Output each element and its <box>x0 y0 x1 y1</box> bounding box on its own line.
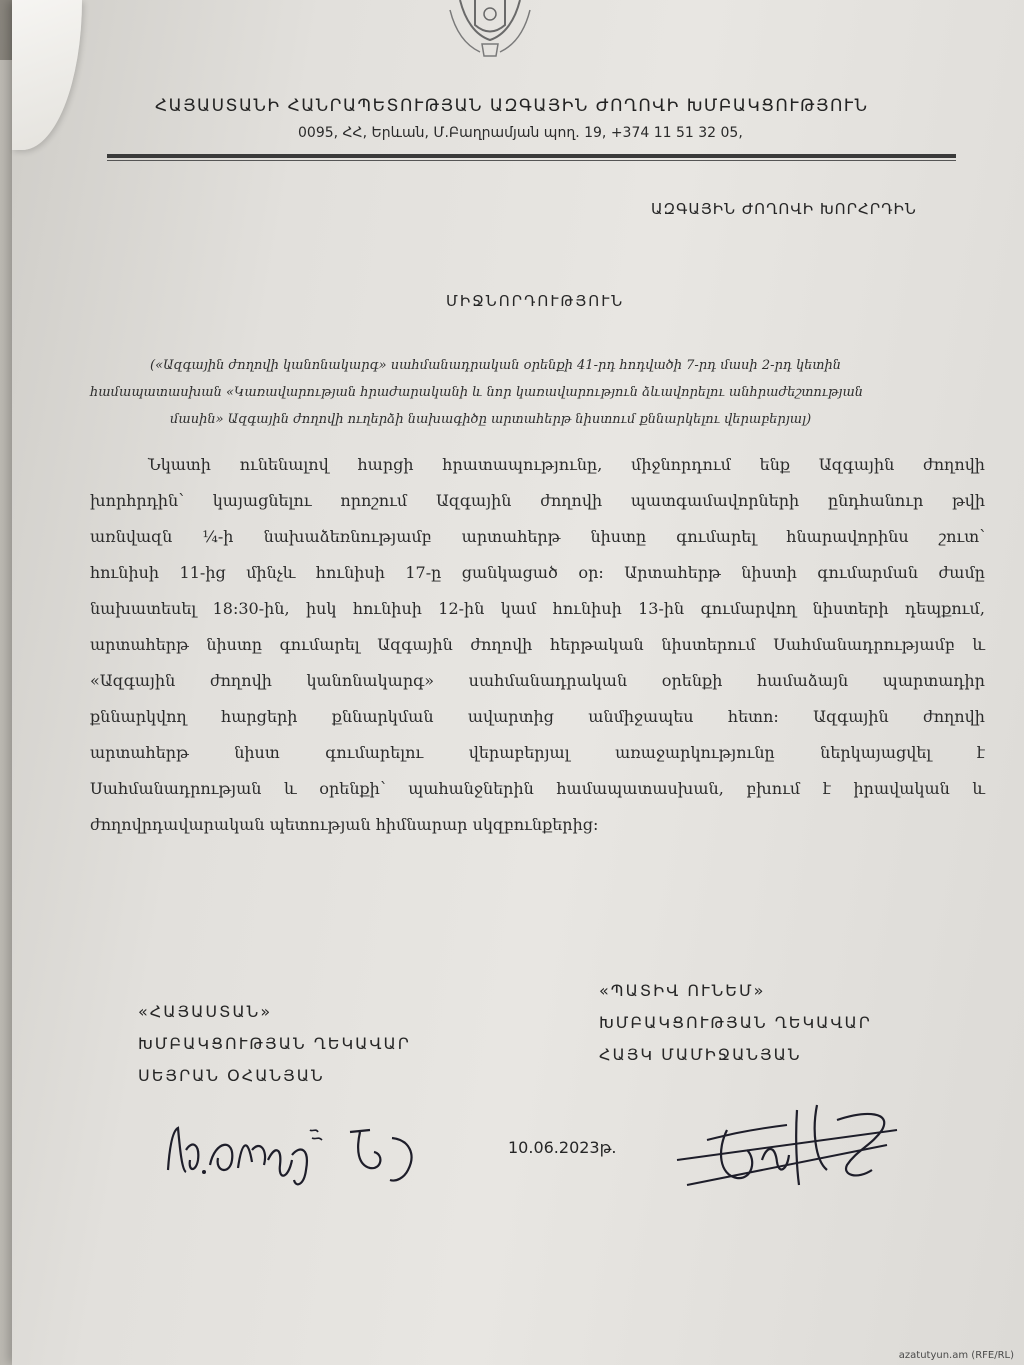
body-line <box>90 627 985 663</box>
body-word: հերթական <box>549 635 644 654</box>
body-word: ներկայացվել <box>820 743 932 762</box>
body-line <box>90 663 985 699</box>
body-word: միջնորդում <box>631 455 731 474</box>
body-word: ¼-ի <box>202 527 234 546</box>
body-word: կանոնակարգ» <box>306 671 435 690</box>
body-word: Սահմանադրությամբ <box>773 635 955 654</box>
body-word: հարցի <box>357 455 414 474</box>
body-word: բխում <box>746 779 801 798</box>
body-word: անմիջապես <box>588 707 694 726</box>
body-word: «Ազգային <box>90 671 176 690</box>
body-word: պարտադիր <box>882 671 985 690</box>
subject-line: («Ազգային ժողովի կանոնակարգ» սահմանադրական օրենքի 41-րդ հոդվածի 7-րդ մասի 2-րդ կետին <box>150 358 841 373</box>
body-word: ժողովի <box>923 455 985 474</box>
body-paragraph <box>90 447 985 843</box>
body-word: գումարման <box>817 563 919 582</box>
body-word: Ազգային <box>377 635 453 654</box>
signatory-faction: «ՀԱՅԱՍՏԱՆ» <box>138 1002 273 1021</box>
letterhead-address: 0095, ՀՀ, Երևան, Մ.Բաղրամյան պող. 19, +374 11 51 32 05, <box>298 125 743 141</box>
body-word: հարցերի <box>221 707 298 726</box>
body-word: գումարել <box>676 527 757 546</box>
body-line <box>90 699 985 735</box>
handwritten-signature-left <box>160 1110 430 1190</box>
body-line <box>90 807 985 843</box>
body-word: նիստը <box>590 527 647 546</box>
body-word: Նկատի <box>148 455 211 474</box>
body-word: իրավական <box>853 779 950 798</box>
body-word: 11-ից <box>179 563 226 582</box>
body-word: ժողովի <box>923 707 985 726</box>
body-word: նիստը <box>206 635 263 654</box>
body-word: ժողովի <box>540 491 603 510</box>
body-word: և <box>972 779 985 798</box>
body-word: սահմանադրական <box>468 671 628 690</box>
body-word: գումարելու <box>325 743 424 762</box>
body-word: շուտ՝ <box>938 527 985 546</box>
body-word: 17-ը <box>405 563 442 582</box>
body-word: հունիսի <box>352 599 422 618</box>
body-line <box>90 771 985 807</box>
body-word: թվի <box>952 491 985 510</box>
body-word: արտահերթ <box>90 743 189 762</box>
body-word: Արտահերթ <box>624 563 721 582</box>
body-word: ենք <box>759 455 791 474</box>
body-word: հետո: <box>727 707 779 726</box>
body-word: գումարվող <box>700 599 797 618</box>
body-word: կայացնելու <box>212 491 312 510</box>
body-word: Ազգային <box>813 707 889 726</box>
body-word: իսկ <box>305 599 337 618</box>
body-line <box>90 735 985 771</box>
body-word: առնվազն <box>90 527 173 546</box>
body-word: է <box>822 779 831 798</box>
body-line <box>90 519 985 555</box>
body-word: վերաբերյալ <box>468 743 570 762</box>
folded-paper-corner <box>12 0 82 150</box>
letterhead-rule-thin <box>107 160 956 161</box>
letterhead-rule <box>107 154 956 158</box>
body-word: ժամը <box>938 563 985 582</box>
body-word: նախաձեռնությամբ <box>263 527 432 546</box>
subject-line: համապատասխան «Կառավարության հրաժարականի և նոր կառավարություն ձևավորելու անհրաժեշտության <box>90 385 864 400</box>
body-word: համապատասխան, <box>556 779 724 798</box>
body-word: հունիսի <box>90 563 160 582</box>
body-word: մինչև <box>246 563 296 582</box>
body-word: արտահերթ <box>90 635 189 654</box>
recipient: ԱԶԳԱՅԻՆ ԺՈՂՈՎԻ ԽՈՐՀՐԴԻՆ <box>651 200 917 218</box>
body-word: Ազգային <box>818 455 895 474</box>
photo-credit: azatutyun.am (RFE/RL) <box>898 1350 1014 1361</box>
document-date: 10.06.2023թ. <box>508 1138 617 1157</box>
letterhead-organization: ՀԱՅԱՍՏԱՆԻ ՀԱՆՐԱՊԵՏՈՒԹՅԱՆ ԱԶԳԱՅԻՆ ԺՈՂՈՎԻ ԽՄԲԱԿՑՈՒԹՅՈՒՆ <box>155 96 869 116</box>
handwritten-signature-right <box>667 1090 927 1200</box>
subject-line: մասին» Ազգային ժողովի ուղերձի նախագիծը արտահերթ նիստում քննարկելու վերաբերյալ) <box>170 412 812 427</box>
body-word: օրենքի՝ <box>319 779 386 798</box>
body-word: նախատեսել <box>90 599 197 618</box>
body-line <box>90 447 985 483</box>
body-word: նիստերում <box>661 635 756 654</box>
body-word: ունենալով <box>239 455 329 474</box>
body-word: հունիսի <box>315 563 385 582</box>
body-word: ժողովի <box>470 635 533 654</box>
body-word: նիստի <box>741 563 797 582</box>
body-word: հնարավորինս <box>786 527 909 546</box>
body-word: քննարկվող <box>90 707 187 726</box>
body-word: Ազգային <box>435 491 512 510</box>
body-word: համաձայն <box>756 671 849 690</box>
body-word: պահանջներին <box>408 779 534 798</box>
body-word: և <box>972 635 985 654</box>
body-word: դեպքում, <box>905 599 985 618</box>
body-word: արտահերթ <box>461 527 561 546</box>
body-line <box>90 591 985 627</box>
signatory-faction: «ՊԱՏԻՎ ՈՒՆԵՄ» <box>599 981 766 1000</box>
body-word: 18:30-ին, <box>212 599 290 618</box>
signatory-right <box>599 975 872 1071</box>
body-word: գումարել <box>279 635 360 654</box>
body-word: օր: <box>578 563 604 582</box>
body-word: քննարկման <box>331 707 434 726</box>
signatory-left <box>138 996 411 1092</box>
body-line <box>90 555 985 591</box>
body-word: ավարտից <box>467 707 554 726</box>
body-word: 13-ին <box>638 599 685 618</box>
body-word: պատգամավորների <box>630 491 800 510</box>
body-word: նիստերի <box>812 599 889 618</box>
body-word: ցանկացած <box>461 563 558 582</box>
body-word: օրենքի <box>661 671 723 690</box>
signatory-role: ԽՄԲԱԿՑՈՒԹՅԱՆ ՂԵԿԱՎԱՐ <box>138 1034 411 1053</box>
body-word: հունիսի <box>552 599 622 618</box>
signatory-name: ՀԱՅԿ ՄԱՄԻՋԱՆՅԱՆ <box>599 1045 802 1064</box>
body-word: ժողովի <box>209 671 272 690</box>
document-page <box>12 0 1024 1365</box>
signatory-role: ԽՄԲԱԿՑՈՒԹՅԱՆ ՂԵԿԱՎԱՐ <box>599 1013 872 1032</box>
body-line <box>90 483 985 519</box>
body-word: ընդհանուր <box>827 491 924 510</box>
body-word: է <box>976 743 985 762</box>
body-word: ժողովրդավարական պետության հիմնարար սկզբունքերից: <box>90 815 599 834</box>
body-word: 12-ին <box>438 599 485 618</box>
body-word: Սահմանադրության <box>90 779 262 798</box>
signatory-name: ՍԵՅՐԱՆ ՕՀԱՆՅԱՆ <box>138 1066 325 1085</box>
body-word: առաջարկությունը <box>615 743 775 762</box>
coat-of-arms-icon <box>440 0 540 60</box>
body-word: կամ <box>500 599 537 618</box>
body-word: որոշում <box>340 491 408 510</box>
body-word: նիստ <box>234 743 280 762</box>
body-word: խորհրդին՝ <box>90 491 185 510</box>
body-word: հրատապությունը, <box>442 455 603 474</box>
subject-block <box>90 352 960 433</box>
document-title: ՄԻՋՆՈՐԴՈՒԹՅՈՒՆ <box>446 292 625 310</box>
body-word: և <box>284 779 297 798</box>
